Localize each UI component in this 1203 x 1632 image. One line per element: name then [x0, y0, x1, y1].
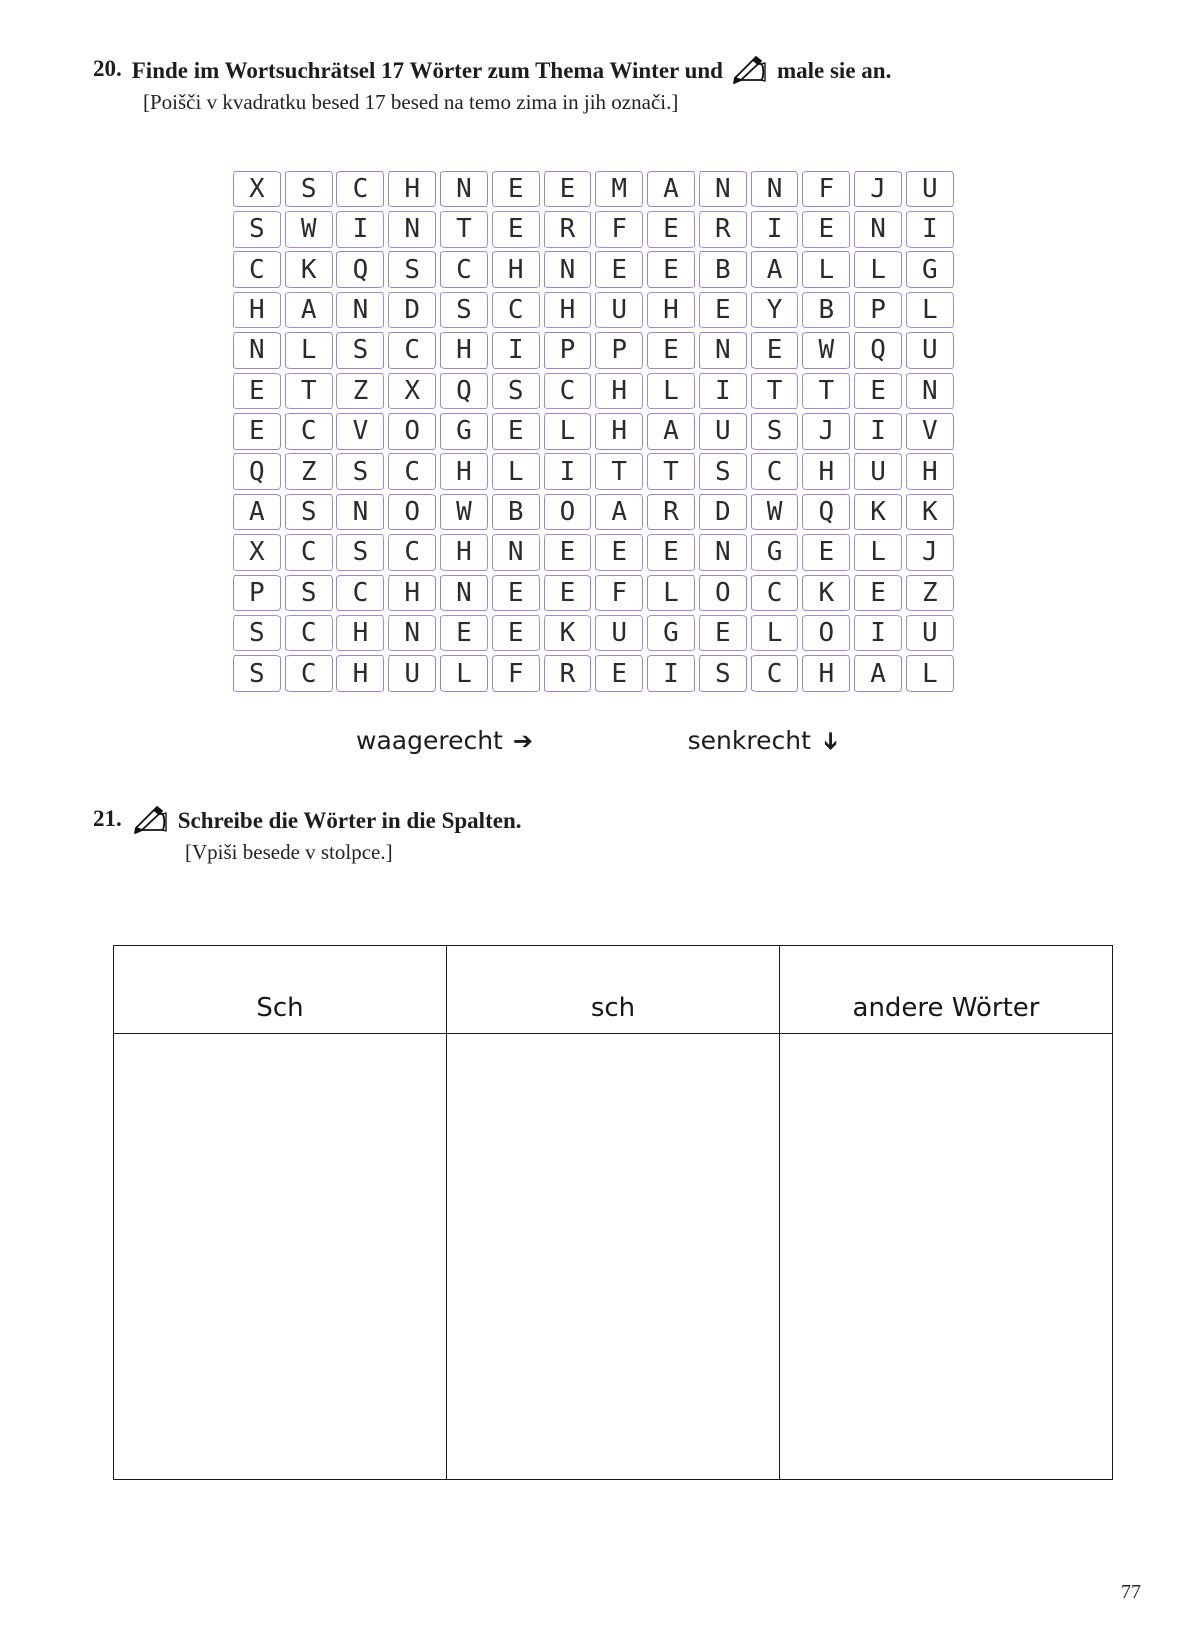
grid-cell[interactable]: U [854, 453, 902, 490]
exercise-21-title-text: Schreibe die Wörter in die Spalten. [177, 808, 522, 833]
grid-cell[interactable]: I [854, 615, 902, 652]
grid-cell[interactable]: S [233, 211, 281, 248]
grid-cell[interactable]: S [233, 615, 281, 652]
grid-cell[interactable]: H [802, 453, 850, 490]
grid-cell[interactable]: C [751, 655, 799, 692]
grid-cell[interactable]: E [647, 332, 695, 369]
grid-cell[interactable]: R [544, 655, 592, 692]
exercise-20-header [93, 56, 1133, 86]
grid-cell[interactable]: S [336, 534, 384, 571]
grid-row [231, 169, 961, 209]
grid-cell[interactable]: G [906, 251, 954, 288]
grid-cell[interactable]: N [854, 211, 902, 248]
grid-cell[interactable]: L [854, 534, 902, 571]
grid-cell[interactable]: N [233, 332, 281, 369]
grid-cell[interactable]: K [906, 494, 954, 531]
grid-cell[interactable]: L [802, 251, 850, 288]
exercise-21-header [93, 806, 993, 836]
table-body-cell-other-words[interactable] [779, 1034, 1112, 1479]
grid-cell[interactable]: I [492, 332, 540, 369]
grid-cell[interactable]: U [906, 332, 954, 369]
grid-cell[interactable]: E [440, 615, 488, 652]
grid-cell[interactable]: L [647, 575, 695, 612]
grid-cell[interactable]: E [647, 251, 695, 288]
grid-cell[interactable]: S [285, 494, 333, 531]
writing-pencil-icon [731, 56, 769, 84]
grid-cell[interactable]: H [388, 171, 436, 208]
grid-cell[interactable]: E [595, 655, 643, 692]
grid-cell[interactable]: H [595, 373, 643, 410]
grid-cell[interactable]: K [854, 494, 902, 531]
grid-cell[interactable]: H [440, 332, 488, 369]
grid-cell[interactable]: P [595, 332, 643, 369]
grid-cell[interactable]: E [854, 575, 902, 612]
grid-cell[interactable]: E [802, 211, 850, 248]
grid-cell[interactable]: E [544, 575, 592, 612]
grid-cell[interactable]: D [388, 292, 436, 329]
horizontal-label: waagerecht [356, 726, 503, 755]
grid-cell[interactable]: B [492, 494, 540, 531]
grid-row [231, 654, 961, 694]
exercise-20-title [132, 56, 892, 86]
grid-cell[interactable]: E [699, 292, 747, 329]
table-body-row [114, 1034, 1112, 1479]
grid-cell[interactable]: R [699, 211, 747, 248]
grid-cell[interactable]: Q [802, 494, 850, 531]
grid-cell[interactable]: K [544, 615, 592, 652]
grid-cell[interactable]: X [233, 171, 281, 208]
grid-cell[interactable]: J [854, 171, 902, 208]
grid-cell[interactable]: E [802, 534, 850, 571]
grid-cell[interactable]: W [285, 211, 333, 248]
word-sort-table [113, 945, 1113, 1480]
table-header-sch-capital: Sch [256, 993, 304, 1023]
grid-cell[interactable]: E [595, 534, 643, 571]
grid-cell[interactable]: S [336, 332, 384, 369]
exercise-21-title [132, 806, 522, 836]
table-header-other-words: andere Wörter [779, 946, 1112, 1033]
grid-cell[interactable]: X [233, 534, 281, 571]
grid-cell[interactable]: C [440, 251, 488, 288]
grid-cell[interactable]: H [336, 615, 384, 652]
grid-cell[interactable]: L [647, 373, 695, 410]
grid-cell[interactable]: V [906, 413, 954, 450]
grid-cell[interactable]: E [647, 534, 695, 571]
page-number: 77 [1121, 1581, 1141, 1603]
grid-cell[interactable]: M [595, 171, 643, 208]
grid-cell[interactable]: S [699, 453, 747, 490]
grid-cell[interactable]: H [440, 453, 488, 490]
grid-cell[interactable]: P [233, 575, 281, 612]
grid-cell[interactable]: E [699, 615, 747, 652]
grid-cell[interactable]: H [595, 413, 643, 450]
grid-cell[interactable]: N [699, 332, 747, 369]
grid-cell[interactable]: E [595, 251, 643, 288]
grid-cell[interactable]: C [388, 534, 436, 571]
grid-cell[interactable]: I [699, 373, 747, 410]
grid-cell[interactable]: U [595, 615, 643, 652]
grid-cell[interactable]: T [751, 373, 799, 410]
grid-cell[interactable]: U [595, 292, 643, 329]
grid-cell[interactable]: O [544, 494, 592, 531]
grid-cell[interactable]: L [751, 615, 799, 652]
grid-cell[interactable]: L [440, 655, 488, 692]
grid-cell[interactable]: G [440, 413, 488, 450]
grid-cell[interactable]: Z [336, 373, 384, 410]
grid-cell[interactable]: E [544, 534, 592, 571]
grid-row [231, 371, 961, 411]
grid-cell[interactable]: H [388, 575, 436, 612]
grid-row [231, 411, 961, 451]
grid-cell[interactable]: V [336, 413, 384, 450]
grid-cell[interactable]: C [751, 453, 799, 490]
grid-cell[interactable]: E [233, 373, 281, 410]
legend-vertical [687, 726, 845, 755]
grid-cell[interactable]: L [285, 332, 333, 369]
arrow-right-icon: ➔ [512, 726, 533, 755]
grid-cell[interactable]: S [285, 575, 333, 612]
grid-cell[interactable]: T [802, 373, 850, 410]
grid-cell[interactable]: T [595, 453, 643, 490]
grid-cell[interactable]: C [336, 171, 384, 208]
grid-cell[interactable]: C [285, 655, 333, 692]
grid-cell[interactable]: C [751, 575, 799, 612]
grid-cell[interactable]: R [544, 211, 592, 248]
exercise-20-number: 20. [93, 56, 122, 81]
grid-cell[interactable]: C [336, 575, 384, 612]
grid-row [231, 250, 961, 290]
grid-cell[interactable]: Q [233, 453, 281, 490]
grid-cell[interactable]: I [544, 453, 592, 490]
grid-cell[interactable]: O [388, 494, 436, 531]
grid-cell[interactable]: U [388, 655, 436, 692]
grid-cell[interactable]: S [699, 655, 747, 692]
grid-cell[interactable]: N [906, 373, 954, 410]
grid-cell[interactable]: C [492, 292, 540, 329]
grid-cell[interactable]: A [647, 171, 695, 208]
grid-cell[interactable]: S [492, 373, 540, 410]
grid-cell[interactable]: O [699, 575, 747, 612]
grid-cell[interactable]: T [440, 211, 488, 248]
table-body-cell-sch-capital[interactable] [114, 1034, 446, 1479]
grid-cell[interactable]: F [595, 211, 643, 248]
grid-cell[interactable]: S [336, 453, 384, 490]
grid-cell[interactable]: B [802, 292, 850, 329]
grid-cell[interactable]: L [492, 453, 540, 490]
grid-cell[interactable]: T [285, 373, 333, 410]
grid-cell[interactable]: E [233, 413, 281, 450]
legend-horizontal [356, 726, 533, 755]
grid-cell[interactable]: A [751, 251, 799, 288]
grid-cell[interactable]: E [854, 373, 902, 410]
grid-cell[interactable]: K [802, 575, 850, 612]
grid-cell[interactable]: W [751, 494, 799, 531]
grid-cell[interactable]: L [906, 292, 954, 329]
grid-cell[interactable]: A [233, 494, 281, 531]
grid-cell[interactable]: C [388, 332, 436, 369]
grid-cell[interactable]: Q [854, 332, 902, 369]
grid-cell[interactable]: K [285, 251, 333, 288]
grid-cell[interactable]: I [751, 211, 799, 248]
writing-pencil-icon [132, 806, 170, 834]
word-search-grid [231, 169, 961, 694]
grid-cell[interactable]: I [854, 413, 902, 450]
grid-cell[interactable]: N [336, 292, 384, 329]
grid-cell[interactable]: X [388, 373, 436, 410]
grid-cell[interactable]: O [802, 615, 850, 652]
grid-cell[interactable]: H [233, 292, 281, 329]
grid-cell[interactable]: I [906, 211, 954, 248]
grid-cell[interactable]: N [699, 534, 747, 571]
grid-cell[interactable]: W [440, 494, 488, 531]
grid-cell[interactable]: C [285, 413, 333, 450]
grid-cell[interactable]: S [285, 171, 333, 208]
grid-row [231, 290, 961, 330]
grid-cell[interactable]: N [336, 494, 384, 531]
grid-cell[interactable]: D [699, 494, 747, 531]
grid-cell[interactable]: H [492, 251, 540, 288]
grid-cell[interactable]: Q [440, 373, 488, 410]
grid-cell[interactable]: L [906, 655, 954, 692]
grid-cell[interactable]: H [440, 534, 488, 571]
exercise-21-translation: [Vpiši besede v stolpce.] [185, 840, 393, 864]
exercise-21-number: 21. [93, 806, 122, 831]
exercise-20-translation: [Poišči v kvadratku besed 17 besed na temo zima in jih označi.] [143, 90, 679, 114]
exercise-20-title-tail: male sie an. [776, 58, 892, 83]
grid-cell[interactable]: Y [751, 292, 799, 329]
table-header-row [114, 946, 1112, 1034]
grid-cell[interactable]: W [802, 332, 850, 369]
table-header-sch-lower: sch [446, 946, 779, 1033]
grid-cell[interactable]: E [751, 332, 799, 369]
grid-cell[interactable]: N [699, 171, 747, 208]
grid-cell[interactable]: R [647, 494, 695, 531]
grid-cell[interactable]: O [388, 413, 436, 450]
grid-cell[interactable]: B [699, 251, 747, 288]
grid-cell[interactable]: E [492, 575, 540, 612]
grid-legend [231, 726, 961, 755]
grid-cell[interactable]: Z [285, 453, 333, 490]
grid-cell[interactable]: U [906, 171, 954, 208]
grid-cell[interactable]: J [802, 413, 850, 450]
grid-row [231, 533, 961, 573]
grid-cell[interactable]: A [595, 494, 643, 531]
grid-cell[interactable]: H [336, 655, 384, 692]
table-body-cell-sch-lower[interactable] [446, 1034, 779, 1479]
grid-cell[interactable]: N [751, 171, 799, 208]
grid-cell[interactable]: E [544, 171, 592, 208]
grid-cell[interactable]: Z [906, 575, 954, 612]
vertical-label: senkrecht [687, 726, 811, 755]
grid-cell[interactable]: N [440, 171, 488, 208]
grid-cell[interactable]: L [854, 251, 902, 288]
grid-cell[interactable]: N [388, 615, 436, 652]
grid-row [231, 613, 961, 653]
grid-cell[interactable]: Q [336, 251, 384, 288]
grid-cell[interactable]: A [285, 292, 333, 329]
grid-cell[interactable]: F [595, 575, 643, 612]
grid-cell[interactable]: S [751, 413, 799, 450]
grid-cell[interactable]: F [492, 655, 540, 692]
grid-row [231, 331, 961, 371]
exercise-20-title-text: Finde im Wortsuchrätsel 17 Wörter zum Thema Winter und [131, 58, 723, 83]
grid-cell[interactable]: F [802, 171, 850, 208]
grid-cell[interactable]: A [854, 655, 902, 692]
grid-cell[interactable]: C [388, 453, 436, 490]
grid-cell[interactable]: U [906, 615, 954, 652]
grid-cell[interactable]: A [647, 413, 695, 450]
grid-cell[interactable]: H [906, 453, 954, 490]
grid-cell[interactable]: H [647, 292, 695, 329]
grid-cell[interactable]: U [699, 413, 747, 450]
grid-cell[interactable]: C [544, 373, 592, 410]
grid-cell[interactable]: H [802, 655, 850, 692]
grid-cell[interactable]: C [285, 615, 333, 652]
grid-cell[interactable]: P [544, 332, 592, 369]
grid-cell[interactable]: E [492, 413, 540, 450]
grid-cell[interactable]: G [751, 534, 799, 571]
grid-row [231, 492, 961, 532]
grid-cell[interactable]: N [492, 534, 540, 571]
grid-cell[interactable]: N [544, 251, 592, 288]
grid-cell[interactable]: N [388, 211, 436, 248]
grid-cell[interactable]: P [854, 292, 902, 329]
grid-row [231, 452, 961, 492]
grid-cell[interactable]: T [647, 453, 695, 490]
grid-row [231, 209, 961, 249]
grid-cell[interactable]: H [544, 292, 592, 329]
grid-row [231, 573, 961, 613]
grid-cell[interactable]: I [647, 655, 695, 692]
grid-cell[interactable]: L [544, 413, 592, 450]
grid-cell[interactable]: C [285, 534, 333, 571]
grid-cell[interactable]: G [647, 615, 695, 652]
grid-cell[interactable]: E [647, 211, 695, 248]
grid-cell[interactable]: C [233, 251, 281, 288]
grid-cell[interactable]: J [906, 534, 954, 571]
grid-cell[interactable]: E [492, 171, 540, 208]
grid-cell[interactable]: N [440, 575, 488, 612]
grid-cell[interactable]: E [492, 211, 540, 248]
grid-cell[interactable]: S [388, 251, 436, 288]
arrow-down-icon: ➔ [816, 730, 845, 751]
grid-cell[interactable]: E [492, 615, 540, 652]
grid-cell[interactable]: I [336, 211, 384, 248]
grid-cell[interactable]: S [440, 292, 488, 329]
grid-cell[interactable]: S [233, 655, 281, 692]
